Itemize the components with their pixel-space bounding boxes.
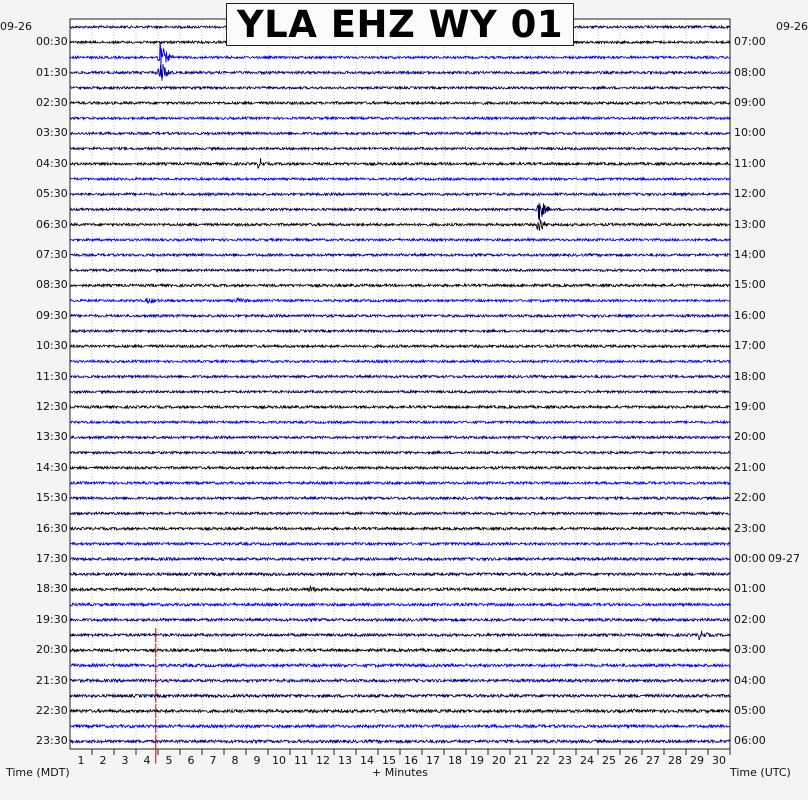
right-time-label: 20:00 — [734, 430, 766, 444]
left-time-label: 02:30 — [36, 96, 68, 109]
right-time-label: 09:00 — [734, 96, 766, 109]
x-tick-label-5: 5 — [165, 754, 173, 767]
right-time-label: 18:00 — [734, 369, 766, 383]
right-time-label: 01:00 — [734, 582, 766, 596]
x-tick-label-19: 19 — [470, 754, 484, 767]
left-time-label: 15:30 — [36, 491, 68, 505]
right-axis-title: Time (UTC) — [730, 766, 791, 779]
right-time-label: 12:00 — [734, 187, 766, 201]
x-tick-label-7: 7 — [209, 754, 217, 767]
left-time-label: 12:30 — [36, 400, 68, 413]
right-time-label: 03:00 — [734, 643, 766, 657]
left-time-label: 14:30 — [36, 460, 68, 474]
right-time-label: 23:00 — [734, 521, 766, 535]
left-time-label: 00:30 — [36, 35, 68, 49]
x-tick-label-1: 1 — [77, 754, 85, 767]
right-time-label: 22:00 — [734, 491, 766, 505]
right-time-label: 16:00 — [734, 308, 766, 322]
x-tick-label-6: 6 — [187, 754, 195, 767]
x-tick-label-23: 23 — [558, 754, 572, 767]
x-tick-label-14: 14 — [360, 754, 374, 767]
x-tick-label-13: 13 — [338, 754, 352, 767]
x-tick-label-27: 27 — [646, 754, 660, 767]
left-time-label: 08:30 — [36, 278, 68, 292]
left-time-label: 22:30 — [36, 704, 68, 717]
right-time-label: 08:00 — [734, 65, 766, 79]
x-tick-label-29: 29 — [690, 754, 704, 767]
right-time-label: 02:00 — [734, 612, 766, 626]
left-time-label: 07:30 — [36, 248, 68, 261]
left-time-label: 01:30 — [36, 65, 68, 79]
right-time-label: 06:00 — [734, 734, 766, 748]
right-date-change-label: 09-27 — [768, 552, 800, 565]
left-time-label: 05:30 — [36, 187, 68, 201]
right-time-label: 10:00 — [734, 126, 766, 140]
left-time-label: 03:30 — [36, 126, 68, 140]
right-time-label: 15:00 — [734, 278, 766, 292]
left-time-label: 17:30 — [36, 552, 68, 565]
right-time-label: 07:00 — [734, 35, 766, 49]
x-tick-label-8: 8 — [231, 754, 239, 767]
left-time-label: 13:30 — [36, 430, 68, 444]
right-time-label: 04:00 — [734, 673, 766, 687]
x-axis-title: + Minutes — [372, 766, 429, 779]
x-tick-label-16: 16 — [404, 754, 418, 767]
x-tick-label-25: 25 — [602, 754, 616, 767]
left-time-label: 20:30 — [36, 643, 68, 657]
right-time-label: 19:00 — [734, 400, 766, 413]
x-tick-label-20: 20 — [492, 754, 506, 767]
x-tick-label-12: 12 — [316, 754, 330, 767]
x-tick-label-3: 3 — [121, 754, 129, 767]
x-tick-label-21: 21 — [514, 754, 528, 767]
x-tick-label-17: 17 — [426, 754, 440, 767]
x-tick-label-2: 2 — [99, 754, 107, 767]
left-time-label: 23:30 — [36, 734, 68, 748]
left-start-date: 09-26 — [0, 20, 32, 33]
right-time-label: 05:00 — [734, 704, 766, 717]
x-tick-label-24: 24 — [580, 754, 594, 767]
x-tick-label-30: 30 — [712, 754, 726, 767]
right-time-label: 00:00 — [734, 552, 766, 565]
left-time-label: 04:30 — [36, 156, 68, 170]
left-time-label: 09:30 — [36, 308, 68, 322]
x-tick-label-22: 22 — [536, 754, 550, 767]
left-time-label: 18:30 — [36, 582, 68, 596]
x-tick-label-18: 18 — [448, 754, 462, 767]
x-tick-label-9: 9 — [253, 754, 261, 767]
right-time-label: 11:00 — [734, 156, 766, 170]
x-tick-label-11: 11 — [294, 754, 308, 767]
left-time-label: 21:30 — [36, 673, 68, 687]
right-time-label: 14:00 — [734, 248, 766, 261]
left-axis-title: Time (MDT) — [6, 766, 70, 779]
x-tick-label-15: 15 — [382, 754, 396, 767]
left-time-label: 19:30 — [36, 612, 68, 626]
right-time-label: 17:00 — [734, 339, 766, 353]
left-time-label: 11:30 — [36, 369, 68, 383]
x-tick-label-10: 10 — [272, 754, 286, 767]
right-start-date: 09-26 — [776, 20, 808, 33]
left-time-label: 16:30 — [36, 521, 68, 535]
x-tick-label-4: 4 — [143, 754, 151, 767]
left-time-label: 10:30 — [36, 339, 68, 353]
x-tick-label-28: 28 — [668, 754, 682, 767]
left-time-label: 06:30 — [36, 217, 68, 231]
right-time-label: 13:00 — [734, 217, 766, 231]
right-time-label: 21:00 — [734, 460, 766, 474]
chart-title: YLA EHZ WY 01 — [226, 3, 574, 46]
x-tick-label-26: 26 — [624, 754, 638, 767]
